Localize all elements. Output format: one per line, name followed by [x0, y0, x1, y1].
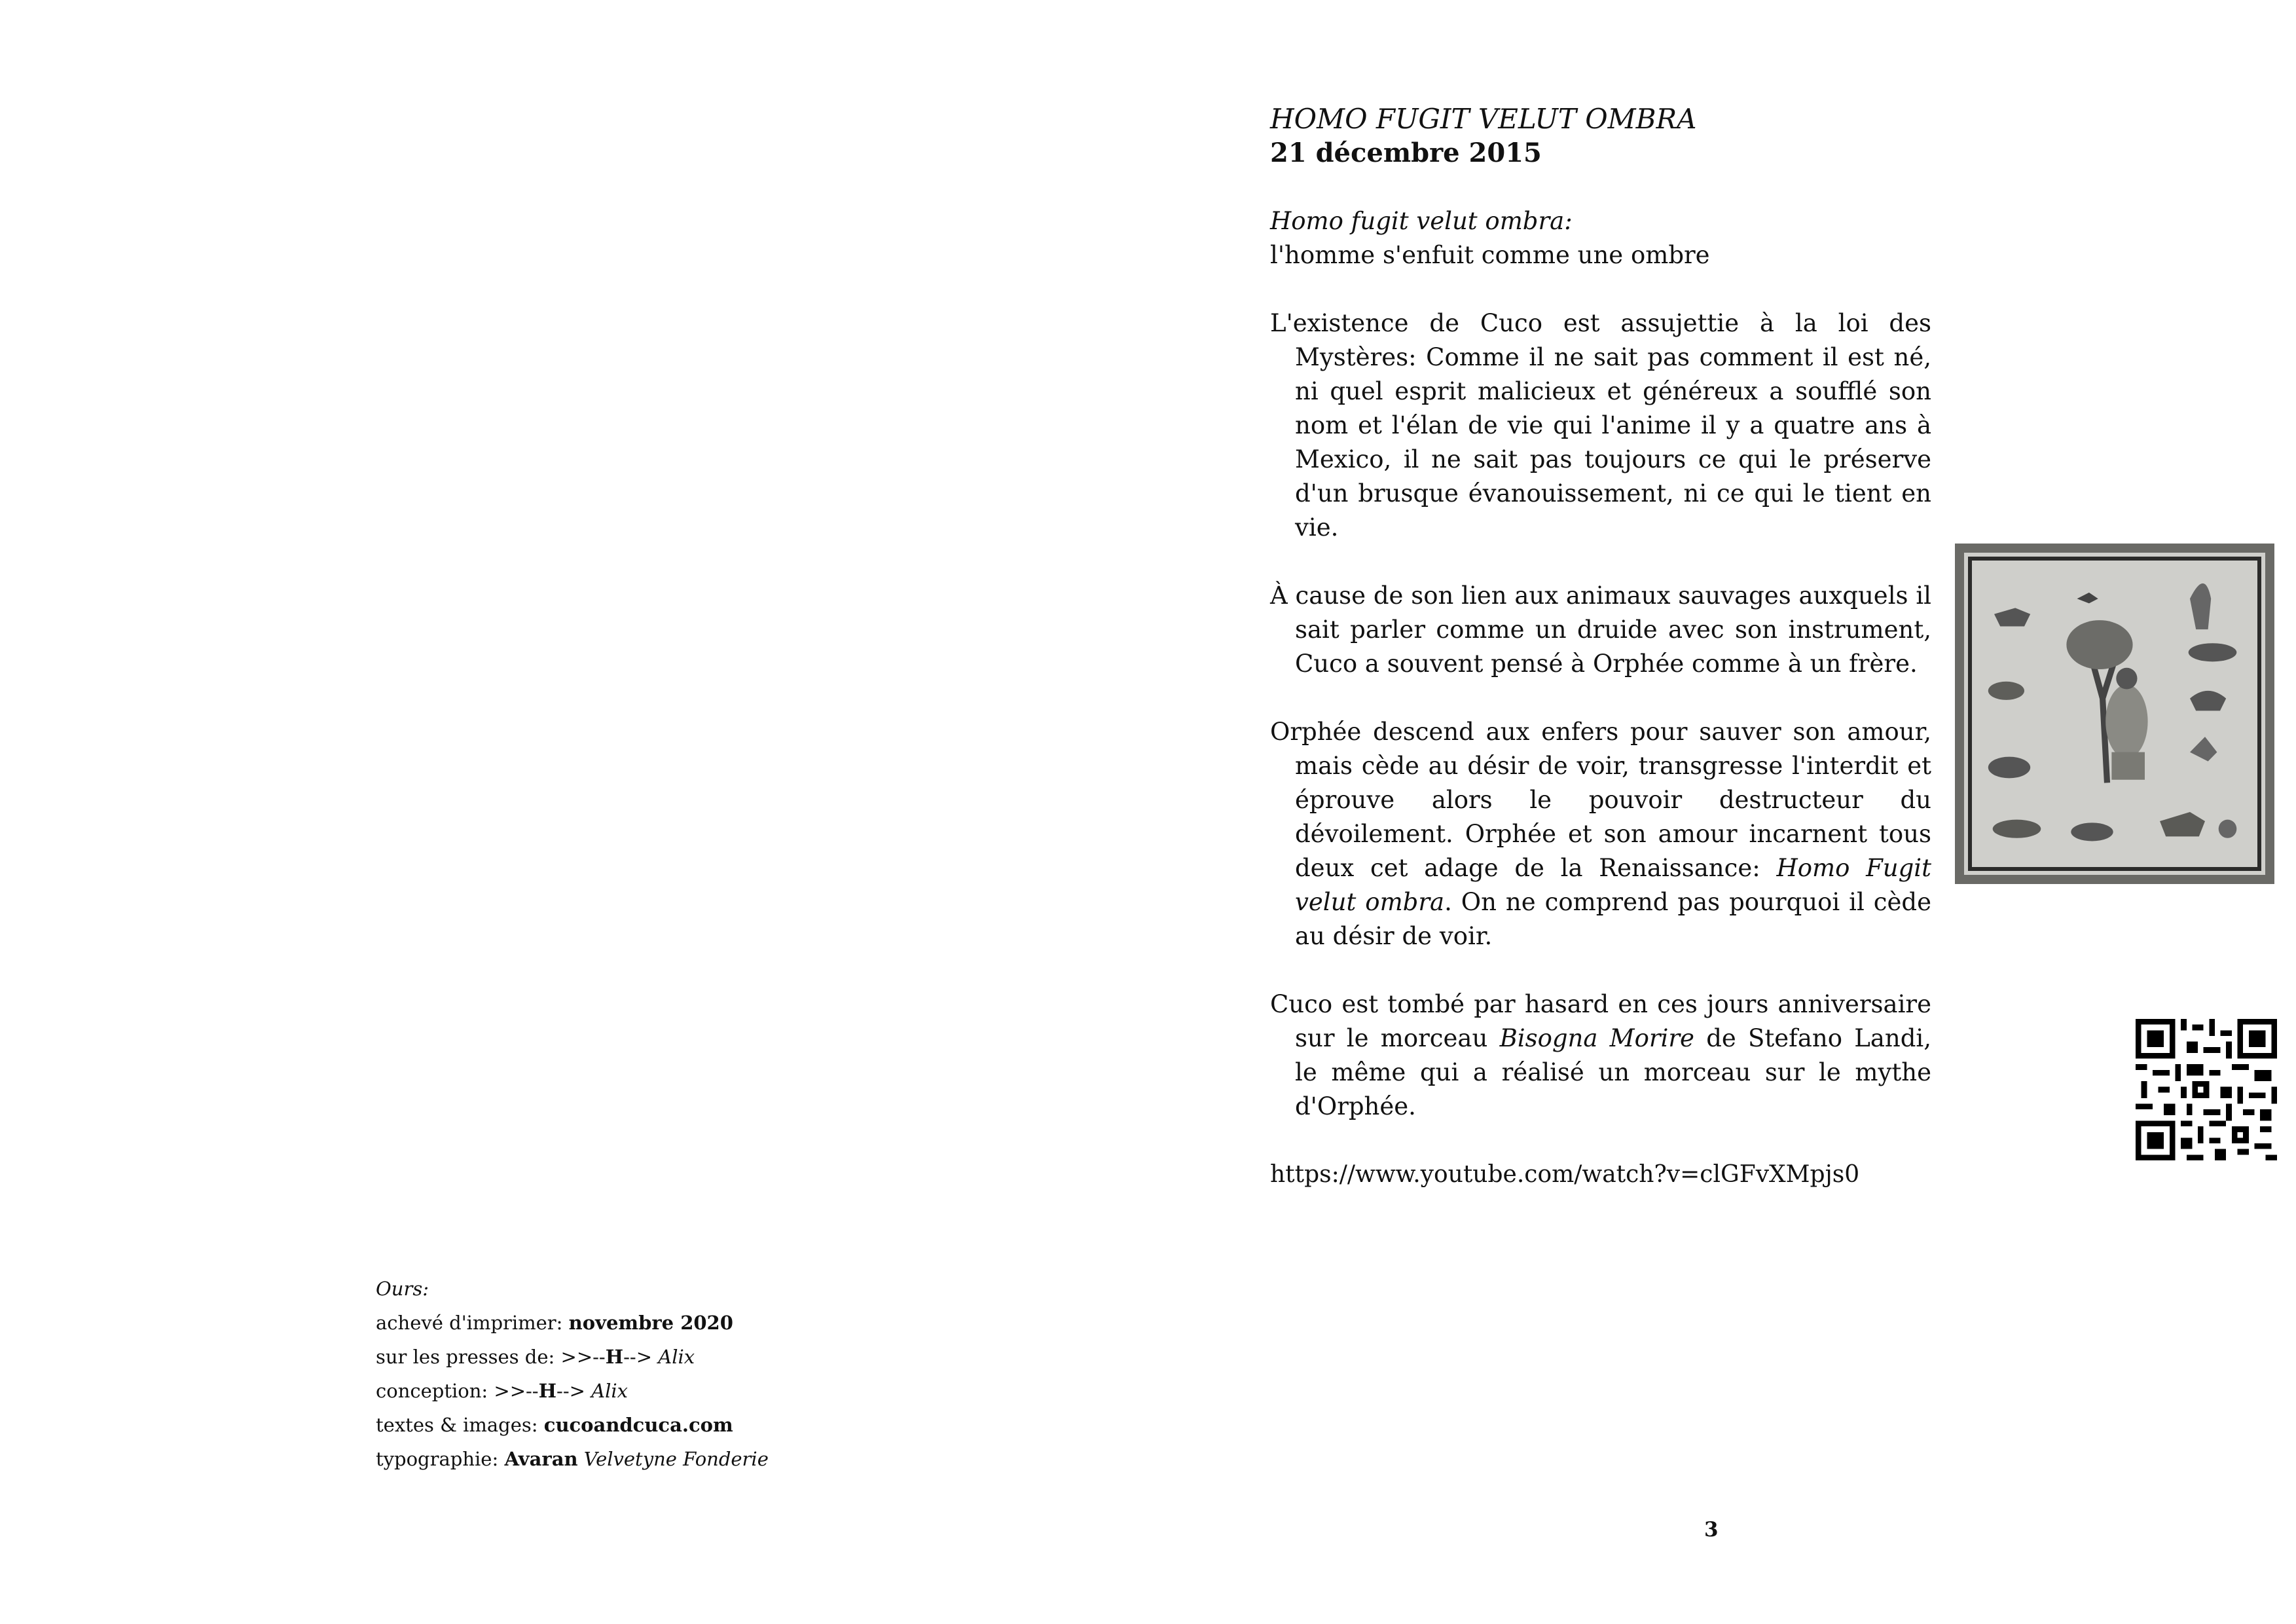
colophon-heading: Ours:: [376, 1278, 429, 1300]
printed-value: novembre 2020: [568, 1312, 733, 1334]
epigraph-translation: l'homme s'enfuit comme une ombre: [1270, 241, 1710, 269]
colophon-texts-line: [376, 1408, 769, 1442]
presses-arrow-end: -->: [623, 1346, 659, 1368]
epigraph-latin: Homo fugit velut ombra:: [1270, 207, 1573, 235]
paragraph-3: [1270, 715, 1931, 953]
texts-value: cucoandcuca.com: [543, 1414, 733, 1436]
presses-arrow-start: >>--: [560, 1346, 606, 1368]
conception-name: Alix: [591, 1380, 628, 1402]
mosaic-illustration: [1964, 553, 2265, 875]
paragraph-4-part-2: de Stefano Landi, le même qui a réalisé un morceau sur le mythe d'Orphée.: [1295, 1024, 1932, 1120]
paragraph-4-italic: Bisogna Morire: [1499, 1024, 1694, 1052]
printed-label: achevé d'imprimer:: [376, 1312, 569, 1334]
typo-foundry: Velvetyne Fonderie: [583, 1448, 769, 1470]
paragraph-4-part-1: Cuco est tombé par hasard en ces jours anniversaire sur le morceau: [1270, 990, 1931, 1052]
video-link[interactable]: https://www.youtube.com/watch?v=clGFvXMpjs0: [1270, 1161, 1860, 1188]
texts-label: textes & images:: [376, 1414, 544, 1436]
colophon-conception-line: [376, 1374, 769, 1408]
qr-code-pattern: [2136, 1019, 2277, 1160]
presses-name: Alix: [658, 1346, 695, 1368]
paragraph-3-part-2: . On ne comprend pas pourquoi il cède au désir de voir.: [1295, 888, 1932, 950]
paragraph-3-part-1: Orphée descend aux enfers pour sauver son amour, mais cède au désir de voir, transgresse l'interdit et éprouve alors le pouvoir destructeur du dévoilement. Orphée et son amour incarnent tous deux cet adage de la Renaissance:: [1270, 718, 1931, 882]
colophon: [376, 1272, 769, 1476]
paragraph-4: [1270, 987, 1931, 1124]
typo-label: typographie:: [376, 1448, 505, 1470]
orpheus-mosaic-image: [1955, 544, 2274, 884]
conception-arrow-mark: H: [538, 1380, 557, 1402]
page-number: 3: [1704, 1518, 1719, 1541]
conception-label: conception:: [376, 1380, 494, 1402]
qr-code[interactable]: [2136, 1019, 2277, 1160]
paragraph-3-italic: Homo Fugit velut ombra: [1295, 854, 1931, 916]
conception-arrow-start: >>--: [494, 1380, 539, 1402]
presses-arrow-mark: H: [605, 1346, 624, 1368]
article-date: 21 décembre 2015: [1270, 138, 1542, 168]
article-title: HOMO FUGIT VELUT OMBRA: [1270, 103, 1697, 135]
paragraph-1: L'existence de Cuco est assujettie à la loi des Mystères: Comme il ne sait pas comment il est né, ni quel esprit malicieux et généreux a soufflé son nom et l'élan de vie qui l'anime il y a quatre ans à Mexico, il ne sait pas toujours ce qui le préserve d'un brusque évanouissement, ni ce qui le tient en vie.: [1270, 309, 1931, 542]
typo-font: Avaran: [504, 1448, 578, 1470]
presses-label: sur les presses de:: [376, 1346, 561, 1368]
article: [1270, 102, 1931, 1192]
colophon-presses-line: [376, 1340, 769, 1374]
colophon-typography-line: [376, 1442, 769, 1476]
paragraph-2: À cause de son lien aux animaux sauvages auxquels il sait parler comme un druide avec son instrument, Cuco a souvent pensé à Orphée comme à un frère.: [1270, 581, 1931, 678]
colophon-printed-line: [376, 1306, 769, 1340]
conception-arrow-end: -->: [556, 1380, 592, 1402]
